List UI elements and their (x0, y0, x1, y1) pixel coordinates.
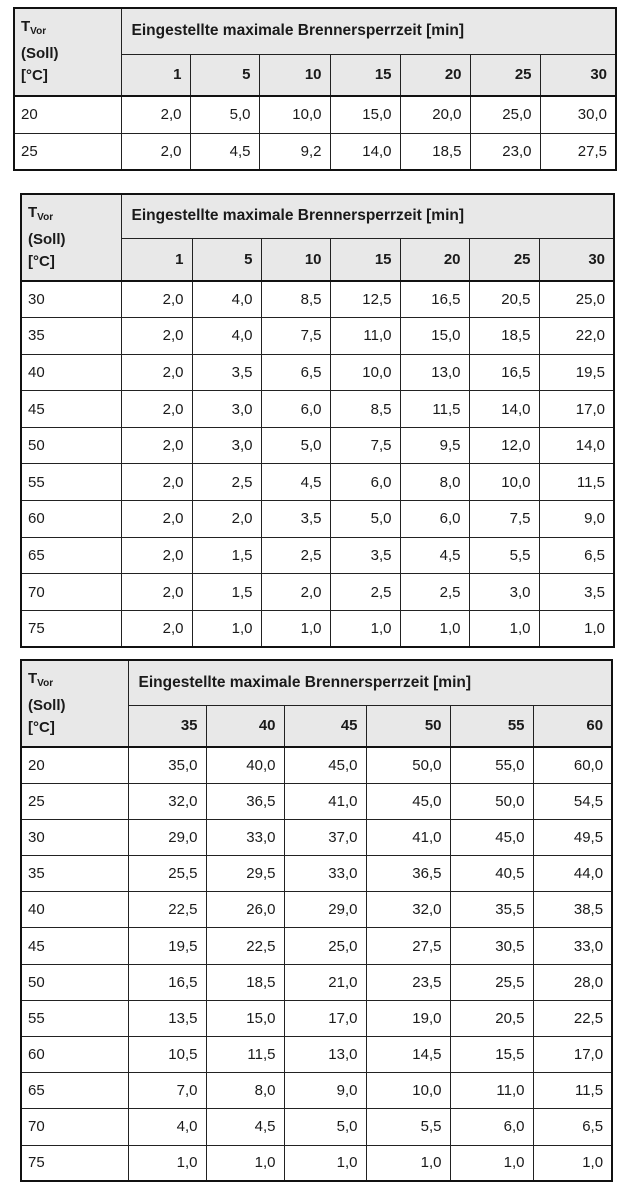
flow-temperature-cell: 70 (21, 574, 121, 611)
value-cell: 6,0 (330, 464, 400, 501)
value-cell: 1,0 (206, 1145, 284, 1181)
value-cell: 5,5 (366, 1109, 450, 1145)
value-cell: 6,5 (533, 1109, 612, 1145)
minutes-column-header: 45 (284, 705, 366, 747)
table-row (21, 464, 614, 501)
burner-lock-table-2 (20, 193, 615, 648)
value-cell: 14,5 (366, 1037, 450, 1073)
value-cell: 7,0 (128, 1073, 206, 1109)
value-cell: 2,0 (121, 281, 192, 318)
minutes-column-header: 30 (539, 238, 614, 281)
minutes-column-header: 15 (330, 54, 400, 96)
value-cell: 19,5 (539, 354, 614, 391)
minutes-column-header: 25 (470, 54, 540, 96)
value-cell: 6,5 (539, 537, 614, 574)
value-cell: 29,5 (206, 856, 284, 892)
value-cell: 2,0 (121, 427, 192, 464)
value-cell: 9,0 (284, 1073, 366, 1109)
value-cell: 4,5 (190, 133, 259, 170)
table-row (21, 318, 614, 355)
value-cell: 30,5 (450, 928, 533, 964)
value-cell: 25,0 (470, 96, 540, 133)
value-cell: 33,0 (284, 856, 366, 892)
value-cell: 2,5 (261, 537, 330, 574)
value-cell: 50,0 (366, 747, 450, 783)
value-cell: 41,0 (284, 783, 366, 819)
value-cell: 25,5 (128, 856, 206, 892)
value-cell: 1,0 (469, 610, 539, 647)
value-cell: 14,0 (330, 133, 400, 170)
flow-temperature-cell: 55 (21, 464, 121, 501)
flow-temperature-cell: 20 (14, 96, 121, 133)
flow-temperature-cell: 45 (21, 928, 128, 964)
burner-lock-time-header: Eingestellte maximale Brennersperrzeit [min] (121, 8, 616, 54)
temperature-header (14, 8, 121, 96)
value-cell: 20,0 (400, 96, 470, 133)
table-row (21, 537, 614, 574)
value-cell: 22,5 (128, 892, 206, 928)
value-cell: 2,0 (121, 96, 190, 133)
flow-temperature-cell: 35 (21, 318, 121, 355)
value-cell: 29,0 (284, 892, 366, 928)
value-cell: 1,0 (450, 1145, 533, 1181)
value-cell: 20,5 (450, 1000, 533, 1036)
value-cell: 5,0 (261, 427, 330, 464)
table-row (21, 856, 612, 892)
value-cell: 19,5 (128, 928, 206, 964)
value-cell: 36,5 (206, 783, 284, 819)
value-cell: 1,5 (192, 537, 261, 574)
table-row (21, 747, 612, 783)
minutes-column-header: 50 (366, 705, 450, 747)
value-cell: 40,0 (206, 747, 284, 783)
value-cell: 32,0 (366, 892, 450, 928)
value-cell: 22,0 (539, 318, 614, 355)
flow-temperature-cell: 30 (21, 819, 128, 855)
burner-lock-time-header: Eingestellte maximale Brennersperrzeit [min] (121, 194, 614, 238)
value-cell: 2,0 (121, 537, 192, 574)
table-row (21, 281, 614, 318)
value-cell: 27,5 (540, 133, 616, 170)
value-cell: 5,5 (469, 537, 539, 574)
minutes-column-header: 15 (330, 238, 400, 281)
value-cell: 28,0 (533, 964, 612, 1000)
value-cell: 11,5 (539, 464, 614, 501)
value-cell: 2,0 (261, 574, 330, 611)
temp-symbol: T (21, 18, 31, 35)
minutes-column-header: 20 (400, 54, 470, 96)
value-cell: 11,0 (330, 318, 400, 355)
value-cell: 1,0 (533, 1145, 612, 1181)
value-cell: 26,0 (206, 892, 284, 928)
value-cell: 1,0 (284, 1145, 366, 1181)
minutes-column-header: 60 (533, 705, 612, 747)
value-cell: 1,0 (330, 610, 400, 647)
table-row (14, 96, 616, 133)
minutes-column-header: 5 (192, 238, 261, 281)
value-cell: 6,0 (261, 391, 330, 428)
value-cell: 27,5 (366, 928, 450, 964)
value-cell: 4,5 (206, 1109, 284, 1145)
minutes-column-header: 20 (400, 238, 469, 281)
value-cell: 10,0 (330, 354, 400, 391)
value-cell: 3,0 (192, 391, 261, 428)
value-cell: 1,0 (400, 610, 469, 647)
table-row (21, 1145, 612, 1181)
value-cell: 9,2 (259, 133, 330, 170)
value-cell: 7,5 (469, 501, 539, 538)
flow-temperature-cell: 25 (21, 783, 128, 819)
value-cell: 2,0 (121, 133, 190, 170)
value-cell: 36,5 (366, 856, 450, 892)
value-cell: 4,0 (192, 318, 261, 355)
flow-temperature-cell: 75 (21, 1145, 128, 1181)
flow-temperature-cell: 70 (21, 1109, 128, 1145)
value-cell: 18,5 (400, 133, 470, 170)
minutes-column-header: 25 (469, 238, 539, 281)
flow-temperature-cell: 65 (21, 537, 121, 574)
flow-temperature-cell: 60 (21, 501, 121, 538)
value-cell: 19,0 (366, 1000, 450, 1036)
value-cell: 10,5 (128, 1037, 206, 1073)
value-cell: 1,0 (539, 610, 614, 647)
table-row (21, 574, 614, 611)
table-row (21, 1109, 612, 1145)
value-cell: 5,0 (190, 96, 259, 133)
minutes-column-header: 35 (128, 705, 206, 747)
value-cell: 8,0 (400, 464, 469, 501)
value-cell: 10,0 (259, 96, 330, 133)
temp-qualifier: (Soll) (21, 45, 59, 62)
table-row (21, 610, 614, 647)
value-cell: 4,0 (192, 281, 261, 318)
flow-temperature-cell: 40 (21, 354, 121, 391)
table-row (21, 427, 614, 464)
value-cell: 44,0 (533, 856, 612, 892)
value-cell: 10,0 (366, 1073, 450, 1109)
flow-temperature-cell: 45 (21, 391, 121, 428)
value-cell: 9,0 (539, 501, 614, 538)
value-cell: 17,0 (533, 1037, 612, 1073)
value-cell: 11,5 (400, 391, 469, 428)
value-cell: 3,5 (330, 537, 400, 574)
flow-temperature-cell: 60 (21, 1037, 128, 1073)
value-cell: 3,0 (192, 427, 261, 464)
minutes-column-header: 10 (259, 54, 330, 96)
value-cell: 2,5 (330, 574, 400, 611)
table-row (21, 783, 612, 819)
value-cell: 2,0 (121, 610, 192, 647)
value-cell: 15,0 (330, 96, 400, 133)
table-row (21, 819, 612, 855)
value-cell: 20,5 (469, 281, 539, 318)
flow-temperature-cell: 35 (21, 856, 128, 892)
value-cell: 37,0 (284, 819, 366, 855)
value-cell: 32,0 (128, 783, 206, 819)
value-cell: 2,0 (121, 574, 192, 611)
table-row (21, 391, 614, 428)
temp-unit: [°C] (21, 67, 48, 84)
temperature-header (21, 194, 121, 281)
flow-temperature-cell: 20 (21, 747, 128, 783)
value-cell: 6,0 (400, 501, 469, 538)
value-cell: 55,0 (450, 747, 533, 783)
flow-temperature-cell: 65 (21, 1073, 128, 1109)
value-cell: 22,5 (206, 928, 284, 964)
value-cell: 2,5 (400, 574, 469, 611)
value-cell: 13,0 (400, 354, 469, 391)
value-cell: 49,5 (533, 819, 612, 855)
value-cell: 38,5 (533, 892, 612, 928)
temp-symbol: T (28, 670, 38, 687)
value-cell: 15,5 (450, 1037, 533, 1073)
value-cell: 12,0 (469, 427, 539, 464)
burner-lock-table-1 (13, 7, 617, 171)
table-row (21, 501, 614, 538)
value-cell: 13,0 (284, 1037, 366, 1073)
table-row (21, 1037, 612, 1073)
value-cell: 11,5 (533, 1073, 612, 1109)
value-cell: 7,5 (330, 427, 400, 464)
table-row (21, 1073, 612, 1109)
value-cell: 2,0 (121, 354, 192, 391)
value-cell: 16,5 (128, 964, 206, 1000)
flow-temperature-cell: 25 (14, 133, 121, 170)
value-cell: 1,0 (192, 610, 261, 647)
flow-temperature-cell: 50 (21, 427, 121, 464)
value-cell: 13,5 (128, 1000, 206, 1036)
value-cell: 14,0 (539, 427, 614, 464)
value-cell: 45,0 (366, 783, 450, 819)
value-cell: 60,0 (533, 747, 612, 783)
value-cell: 2,0 (121, 318, 192, 355)
table-row (21, 928, 612, 964)
value-cell: 50,0 (450, 783, 533, 819)
value-cell: 2,0 (121, 464, 192, 501)
value-cell: 11,5 (206, 1037, 284, 1073)
value-cell: 41,0 (366, 819, 450, 855)
value-cell: 5,0 (284, 1109, 366, 1145)
value-cell: 23,5 (366, 964, 450, 1000)
table-row (21, 354, 614, 391)
minutes-column-header: 55 (450, 705, 533, 747)
value-cell: 4,5 (400, 537, 469, 574)
temp-subscript: Vor (37, 678, 54, 689)
temp-subscript: Vor (30, 26, 47, 37)
value-cell: 22,5 (533, 1000, 612, 1036)
value-cell: 10,0 (469, 464, 539, 501)
minutes-column-header: 30 (540, 54, 616, 96)
table-row (14, 133, 616, 170)
value-cell: 8,5 (261, 281, 330, 318)
value-cell: 11,0 (450, 1073, 533, 1109)
value-cell: 9,5 (400, 427, 469, 464)
table-row (21, 1000, 612, 1036)
value-cell: 54,5 (533, 783, 612, 819)
value-cell: 6,0 (450, 1109, 533, 1145)
minutes-column-header: 40 (206, 705, 284, 747)
temp-qualifier: (Soll) (28, 697, 66, 714)
value-cell: 12,5 (330, 281, 400, 318)
temp-unit: [°C] (28, 253, 55, 270)
value-cell: 17,0 (539, 391, 614, 428)
value-cell: 16,5 (469, 354, 539, 391)
value-cell: 2,0 (121, 501, 192, 538)
value-cell: 40,5 (450, 856, 533, 892)
value-cell: 2,0 (121, 391, 192, 428)
flow-temperature-cell: 30 (21, 281, 121, 318)
value-cell: 18,5 (206, 964, 284, 1000)
value-cell: 1,0 (261, 610, 330, 647)
value-cell: 4,0 (128, 1109, 206, 1145)
value-cell: 18,5 (469, 318, 539, 355)
value-cell: 7,5 (261, 318, 330, 355)
burner-lock-table-3 (20, 659, 613, 1182)
value-cell: 15,0 (400, 318, 469, 355)
value-cell: 30,0 (540, 96, 616, 133)
value-cell: 8,0 (206, 1073, 284, 1109)
temp-unit: [°C] (28, 719, 55, 736)
value-cell: 25,0 (539, 281, 614, 318)
flow-temperature-cell: 50 (21, 964, 128, 1000)
value-cell: 35,0 (128, 747, 206, 783)
flow-temperature-cell: 55 (21, 1000, 128, 1036)
value-cell: 5,0 (330, 501, 400, 538)
value-cell: 25,5 (450, 964, 533, 1000)
value-cell: 4,5 (261, 464, 330, 501)
minutes-column-header: 1 (121, 238, 192, 281)
value-cell: 33,0 (206, 819, 284, 855)
temp-qualifier: (Soll) (28, 231, 66, 248)
value-cell: 6,5 (261, 354, 330, 391)
value-cell: 25,0 (284, 928, 366, 964)
value-cell: 3,5 (192, 354, 261, 391)
value-cell: 2,5 (192, 464, 261, 501)
value-cell: 1,5 (192, 574, 261, 611)
value-cell: 15,0 (206, 1000, 284, 1036)
value-cell: 29,0 (128, 819, 206, 855)
temp-symbol: T (28, 204, 38, 221)
value-cell: 3,0 (469, 574, 539, 611)
temp-subscript: Vor (37, 212, 54, 223)
value-cell: 23,0 (470, 133, 540, 170)
value-cell: 14,0 (469, 391, 539, 428)
minutes-column-header: 1 (121, 54, 190, 96)
table-row (21, 964, 612, 1000)
value-cell: 35,5 (450, 892, 533, 928)
table-row (21, 892, 612, 928)
value-cell: 1,0 (366, 1145, 450, 1181)
value-cell: 3,5 (539, 574, 614, 611)
value-cell: 45,0 (284, 747, 366, 783)
burner-lock-time-header: Eingestellte maximale Brennersperrzeit [min] (128, 660, 612, 705)
value-cell: 8,5 (330, 391, 400, 428)
flow-temperature-cell: 40 (21, 892, 128, 928)
value-cell: 33,0 (533, 928, 612, 964)
value-cell: 3,5 (261, 501, 330, 538)
temperature-header (21, 660, 128, 747)
minutes-column-header: 10 (261, 238, 330, 281)
value-cell: 2,0 (192, 501, 261, 538)
flow-temperature-cell: 75 (21, 610, 121, 647)
value-cell: 21,0 (284, 964, 366, 1000)
minutes-column-header: 5 (190, 54, 259, 96)
value-cell: 45,0 (450, 819, 533, 855)
value-cell: 17,0 (284, 1000, 366, 1036)
value-cell: 16,5 (400, 281, 469, 318)
value-cell: 1,0 (128, 1145, 206, 1181)
